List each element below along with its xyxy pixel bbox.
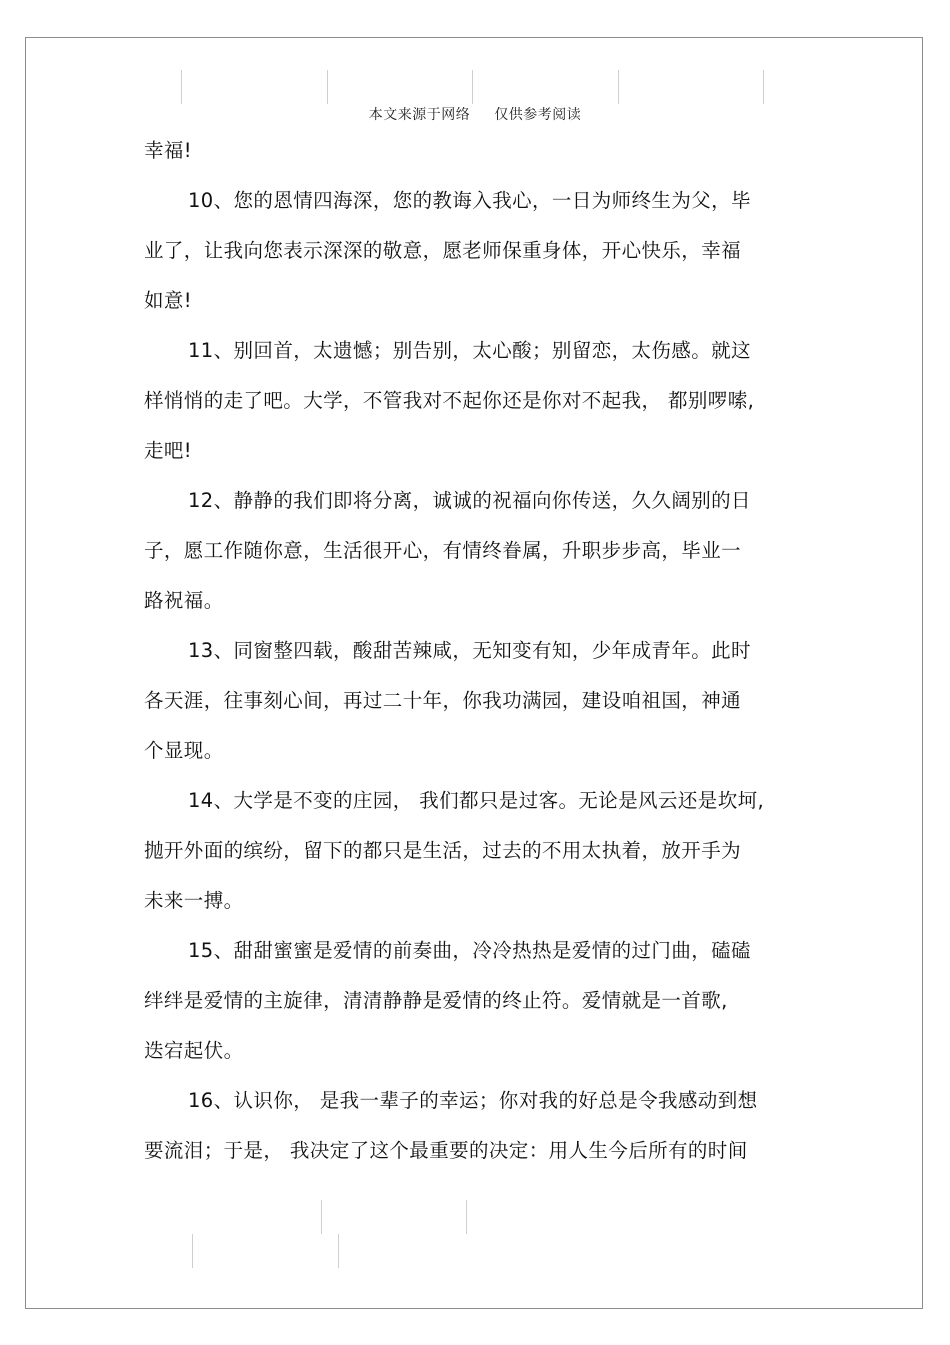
text-line: 个显现。 xyxy=(144,739,224,762)
text-line: 业了，让我向您表示深深的敬意，愿老师保重身体，开心快乐，幸福 xyxy=(144,239,742,262)
text-line: 13、同窗整四载，酸甜苦辣咸，无知变有知，少年成青年。此时 xyxy=(188,639,751,662)
text-line: 路祝福。 xyxy=(144,589,224,612)
text-line: 绊绊是爱情的主旋律，清清静静是爱情的终止符。爱情就是一首歌, xyxy=(144,989,728,1012)
top-tick-2 xyxy=(327,70,328,104)
text-line: 16、认识你， 是我一辈子的幸运；你对我的好总是令我感动到想 xyxy=(188,1089,758,1112)
bottom-tick-2 xyxy=(466,1200,467,1234)
text-line: 10、您的恩情四海深，您的教诲入我心，一日为师终生为父，毕 xyxy=(188,189,751,212)
header-reference-note: 仅供参考阅读 xyxy=(494,107,582,123)
top-tick-5 xyxy=(763,70,764,104)
bottom-tick-3 xyxy=(192,1234,193,1268)
text-line: 子，愿工作随你意，生活很开心，有情终眷属，升职步步高，毕业一 xyxy=(144,539,742,562)
text-line: 15、甜甜蜜蜜是爱情的前奏曲，冷冷热热是爱情的过门曲，磕磕 xyxy=(188,939,751,962)
text-line: 12、静静的我们即将分离，诚诚的祝福向你传送，久久阔别的日 xyxy=(188,489,751,512)
text-line: 走吧! xyxy=(144,439,193,462)
bottom-tick-1 xyxy=(321,1200,322,1234)
text-line: 幸福! xyxy=(144,139,193,162)
text-line: 抛开外面的缤纷，留下的都只是生活，过去的不用太执着，放开手为 xyxy=(144,839,742,862)
text-line: 如意! xyxy=(144,289,193,312)
text-line: 14、大学是不变的庄园， 我们都只是过客。无论是风云还是坎坷, xyxy=(188,789,765,812)
text-line: 要流泪；于是， 我决定了这个最重要的决定：用人生今后所有的时间 xyxy=(144,1139,748,1162)
top-tick-1 xyxy=(181,70,182,104)
page-header-note xyxy=(0,104,950,124)
text-line: 迭宕起伏。 xyxy=(144,1039,244,1062)
bottom-tick-4 xyxy=(338,1234,339,1268)
document-body xyxy=(144,133,794,1183)
text-line: 未来一搏。 xyxy=(144,889,244,912)
text-line: 样悄悄的走了吧。大学，不管我对不起你还是你对不起我， 都别啰嗦, xyxy=(144,389,755,412)
text-line: 各天涯，往事刻心间，再过二十年，你我功满园，建设咱祖国，神通 xyxy=(144,689,742,712)
top-tick-3 xyxy=(472,70,473,104)
top-tick-4 xyxy=(618,70,619,104)
header-source-note: 本文来源于网络 xyxy=(368,107,471,123)
text-line: 11、别回首，太遗憾；别告别，太心酸；别留恋，太伤感。就这 xyxy=(188,339,751,362)
